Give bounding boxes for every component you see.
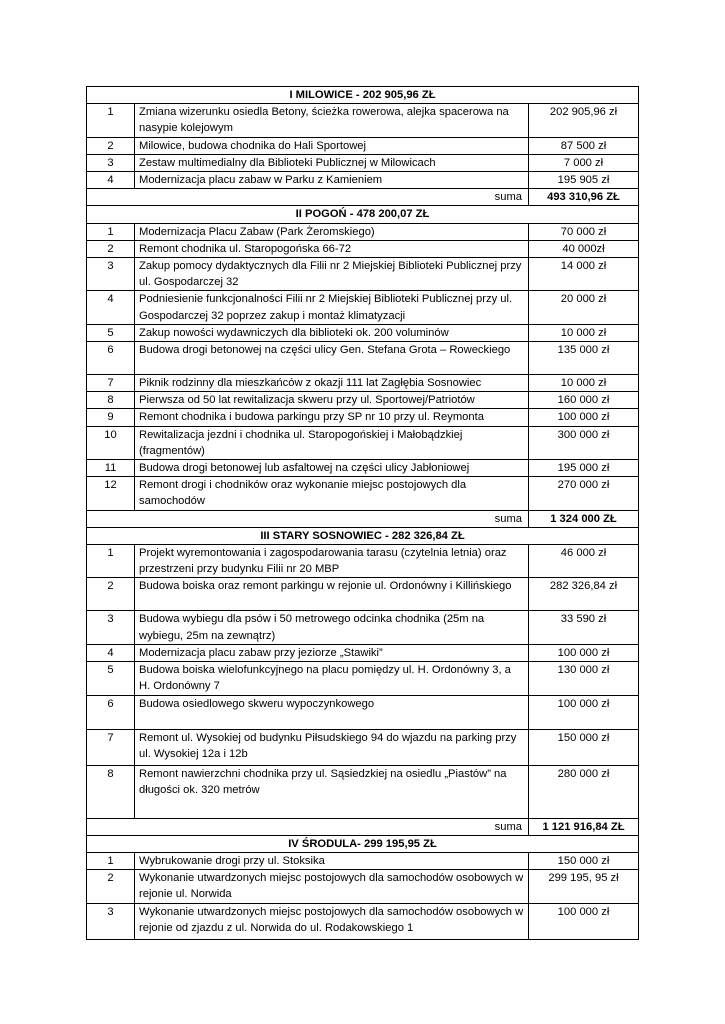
row-number: 9 — [87, 409, 135, 426]
row-amount: 150 000 zł — [529, 729, 639, 765]
section-title: III STARY SOSNOWIEC - 282 326,84 ZŁ — [87, 527, 639, 544]
section-header — [87, 835, 639, 852]
row-number: 1 — [87, 104, 135, 137]
row-description: Podniesienie funkcjonalności Filii nr 2 Miejskiej Biblioteki Publicznej przy ul. Gospodarczej 32 poprzez zakup i montaż klimatyzacji — [135, 291, 529, 324]
row-amount: 20 000 zł — [529, 291, 639, 324]
row-amount: 195 905 zł — [529, 172, 639, 189]
row-amount: 300 000 zł — [529, 426, 639, 459]
row-description: Zmiana wizerunku osiedla Betony, ścieżka rowerowa, alejka spacerowa na nasypie kolejowym — [135, 104, 529, 137]
row-number: 10 — [87, 426, 135, 459]
section-title: I MILOWICE - 202 905,96 ZŁ — [87, 87, 639, 104]
row-description: Budowa boiska oraz remont parkingu w rejonie ul. Ordonówny i Killińskiego — [135, 578, 529, 611]
row-amount: 10 000 zł — [529, 324, 639, 341]
section-header — [87, 206, 639, 223]
table-row — [87, 324, 639, 341]
row-amount: 195 000 zł — [529, 460, 639, 477]
row-description: Wybrukowanie drogi przy ul. Stoksika — [135, 852, 529, 869]
table-row — [87, 460, 639, 477]
table-row — [87, 342, 639, 375]
row-description: Remont chodnika ul. Staropogońska 66-72 — [135, 240, 529, 257]
sum-label: suma — [135, 818, 529, 835]
row-amount: 100 000 zł — [529, 903, 639, 939]
table-row — [87, 662, 639, 695]
table-row — [87, 291, 639, 324]
row-number: 2 — [87, 870, 135, 903]
row-description: Zestaw multimedialny dla Biblioteki Publicznej w Milowicach — [135, 154, 529, 171]
row-amount: 130 000 zł — [529, 662, 639, 695]
row-number: 1 — [87, 545, 135, 578]
table-row — [87, 258, 639, 291]
row-description: Modernizacja placu zabaw przy jeziorze „Stawiki” — [135, 644, 529, 661]
row-amount: 7 000 zł — [529, 154, 639, 171]
table-row — [87, 223, 639, 240]
row-description: Wykonanie utwardzonych miejsc postojowych dla samochodów osobowych w rejonie ul. Norwida — [135, 870, 529, 903]
row-amount: 150 000 zł — [529, 852, 639, 869]
row-number: 5 — [87, 324, 135, 341]
row-amount: 40 000zł — [529, 240, 639, 257]
row-number: 6 — [87, 695, 135, 729]
sum-value: 493 310,96 ZŁ — [529, 189, 639, 206]
row-amount: 100 000 zł — [529, 695, 639, 729]
row-amount: 100 000 zł — [529, 644, 639, 661]
row-amount: 46 000 zł — [529, 545, 639, 578]
row-description: Budowa drogi betonowej lub asfaltowej na części ulicy Jabłoniowej — [135, 460, 529, 477]
row-number: 4 — [87, 644, 135, 661]
table-row — [87, 545, 639, 578]
sum-spacer — [87, 189, 135, 206]
sum-spacer — [87, 818, 135, 835]
section-title: IV ŚRODULA- 299 195,95 ZŁ — [87, 835, 639, 852]
table-row — [87, 409, 639, 426]
row-description: Remont ul. Wysokiej od budynku Piłsudskiego 94 do wjazdu na parking przy ul. Wysokiej 12a i 12b — [135, 729, 529, 765]
budget-table-body — [87, 87, 639, 940]
sum-spacer — [87, 510, 135, 527]
sum-value: 1 324 000 ZŁ — [529, 510, 639, 527]
row-number: 3 — [87, 258, 135, 291]
sum-value: 1 121 916,84 ZŁ — [529, 818, 639, 835]
row-description: Wykonanie utwardzonych miejsc postojowych dla samochodów osobowych w rejonie od zjazdu z ul. Norwida do ul. Rodakowskiego 1 — [135, 903, 529, 939]
table-row — [87, 426, 639, 459]
row-description: Budowa boiska wielofunkcyjnego na placu pomiędzy ul. H. Ordonówny 3, a H. Ordonówny 7 — [135, 662, 529, 695]
table-row — [87, 903, 639, 939]
row-number: 8 — [87, 765, 135, 818]
row-number: 12 — [87, 477, 135, 510]
row-amount: 33 590 zł — [529, 611, 639, 644]
row-amount: 70 000 zł — [529, 223, 639, 240]
section-header — [87, 527, 639, 544]
row-number: 8 — [87, 392, 135, 409]
row-amount: 282 326,84 zł — [529, 578, 639, 611]
row-description: Remont chodnika i budowa parkingu przy SP nr 10 przy ul. Reymonta — [135, 409, 529, 426]
row-number: 1 — [87, 852, 135, 869]
table-row — [87, 375, 639, 392]
row-description: Budowa wybiegu dla psów i 50 metrowego odcinka chodnika (25m na wybiegu, 25m na zewnątrz) — [135, 611, 529, 644]
table-row — [87, 104, 639, 137]
sum-label: suma — [135, 189, 529, 206]
row-number: 3 — [87, 154, 135, 171]
table-row — [87, 765, 639, 818]
row-amount: 100 000 zł — [529, 409, 639, 426]
row-description: Modernizacja Placu Zabaw (Park Żeromskiego) — [135, 223, 529, 240]
table-row — [87, 392, 639, 409]
table-row — [87, 644, 639, 661]
row-amount: 160 000 zł — [529, 392, 639, 409]
row-number: 7 — [87, 375, 135, 392]
table-row — [87, 870, 639, 903]
row-number: 6 — [87, 342, 135, 375]
table-row — [87, 154, 639, 171]
row-description: Projekt wyremontowania i zagospodarowania tarasu (czytelnia letnia) oraz przestrzeni przy budynku Filii nr 20 MBP — [135, 545, 529, 578]
sum-row — [87, 818, 639, 835]
section-header — [87, 87, 639, 104]
row-amount: 10 000 zł — [529, 375, 639, 392]
row-description: Zakup pomocy dydaktycznych dla Filii nr 2 Miejskiej Biblioteki Publicznej przy ul. Gospodarczej 32 — [135, 258, 529, 291]
row-number: 2 — [87, 578, 135, 611]
table-row — [87, 240, 639, 257]
budget-table — [86, 86, 639, 940]
row-number: 7 — [87, 729, 135, 765]
row-amount: 299 195, 95 zł — [529, 870, 639, 903]
row-number: 3 — [87, 611, 135, 644]
row-amount: 270 000 zł — [529, 477, 639, 510]
table-row — [87, 137, 639, 154]
row-amount: 135 000 zł — [529, 342, 639, 375]
row-number: 4 — [87, 172, 135, 189]
row-number: 1 — [87, 223, 135, 240]
table-row — [87, 729, 639, 765]
sum-label: suma — [135, 510, 529, 527]
table-row — [87, 477, 639, 510]
row-amount: 280 000 zł — [529, 765, 639, 818]
row-amount: 202 905,96 zł — [529, 104, 639, 137]
table-row — [87, 852, 639, 869]
row-number: 3 — [87, 903, 135, 939]
row-description: Piknik rodzinny dla mieszkańców z okazji 111 lat Zagłębia Sosnowiec — [135, 375, 529, 392]
table-row — [87, 695, 639, 729]
row-description: Pierwsza od 50 lat rewitalizacja skweru przy ul. Sportowej/Patriotów — [135, 392, 529, 409]
sum-row — [87, 189, 639, 206]
row-number: 5 — [87, 662, 135, 695]
row-description: Remont drogi i chodników oraz wykonanie miejsc postojowych dla samochodów — [135, 477, 529, 510]
row-description: Rewitalizacja jezdni i chodnika ul. Staropogońskiej i Małobądzkiej (fragmentów) — [135, 426, 529, 459]
row-description: Budowa osiedlowego skweru wypoczynkowego — [135, 695, 529, 729]
row-number: 2 — [87, 240, 135, 257]
table-row — [87, 578, 639, 611]
row-description: Milowice, budowa chodnika do Hali Sportowej — [135, 137, 529, 154]
table-row — [87, 172, 639, 189]
row-amount: 14 000 zł — [529, 258, 639, 291]
row-amount: 87 500 zł — [529, 137, 639, 154]
table-row — [87, 611, 639, 644]
row-number: 4 — [87, 291, 135, 324]
row-description: Budowa drogi betonowej na części ulicy Gen. Stefana Grota – Roweckiego — [135, 342, 529, 375]
sum-row — [87, 510, 639, 527]
row-description: Modernizacja placu zabaw w Parku z Kamieniem — [135, 172, 529, 189]
section-title: II POGOŃ - 478 200,07 ZŁ — [87, 206, 639, 223]
row-description: Remont nawierzchni chodnika przy ul. Sąsiedzkiej na osiedlu „Piastów” na długości ok. 320 metrów — [135, 765, 529, 818]
row-number: 2 — [87, 137, 135, 154]
row-description: Zakup nowości wydawniczych dla biblioteki ok. 200 voluminów — [135, 324, 529, 341]
row-number: 11 — [87, 460, 135, 477]
